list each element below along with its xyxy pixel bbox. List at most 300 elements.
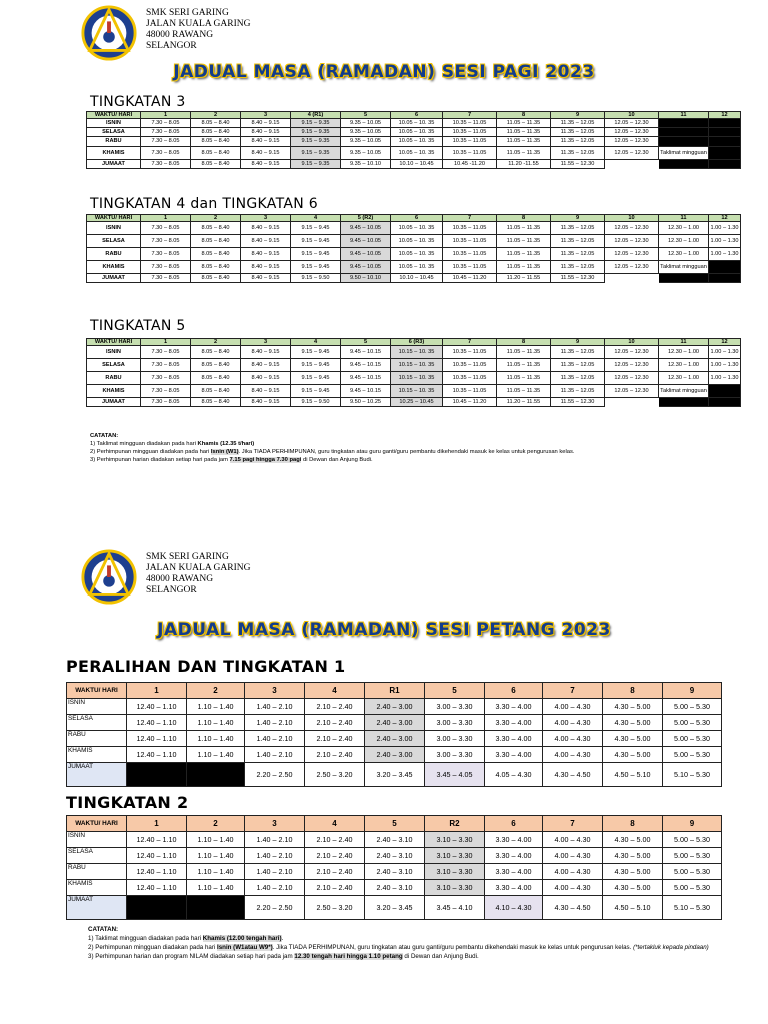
column-header: 5 bbox=[425, 683, 485, 699]
time-cell: 3.00 – 3.30 bbox=[425, 747, 485, 763]
time-cell: 11.05 – 11.35 bbox=[497, 146, 551, 159]
time-cell: 12.30 – 1.00 bbox=[659, 372, 709, 385]
time-cell: 12.05 – 12.30 bbox=[605, 372, 659, 385]
column-header: 6 bbox=[485, 816, 543, 832]
blocked-cell bbox=[659, 274, 709, 283]
column-header: 1 bbox=[141, 215, 191, 222]
time-cell: 2.10 – 2.40 bbox=[305, 731, 365, 747]
time-cell: 8.05 – 8.40 bbox=[191, 248, 241, 261]
time-cell: 7.30 – 8.05 bbox=[141, 372, 191, 385]
time-cell: 3.20 – 3.45 bbox=[365, 896, 425, 920]
notes-title: CATATAN: bbox=[90, 433, 119, 439]
time-cell: 2.10 – 2.40 bbox=[305, 747, 365, 763]
time-cell: 11.35 – 12.05 bbox=[551, 248, 605, 261]
column-header: 4 bbox=[291, 339, 341, 346]
time-cell: 12.05 – 12.30 bbox=[605, 346, 659, 359]
time-cell: 8.40 – 9.15 bbox=[241, 372, 291, 385]
day-label: JUMAAT bbox=[67, 763, 127, 787]
blocked-cell bbox=[709, 119, 741, 128]
time-cell: 9.45 – 10.05 bbox=[341, 248, 391, 261]
time-cell: 8.05 – 8.40 bbox=[191, 222, 241, 235]
time-cell: 1.40 – 2.10 bbox=[245, 747, 305, 763]
day-label: SELASA bbox=[67, 715, 127, 731]
time-cell: 9.15 – 9.45 bbox=[291, 359, 341, 372]
school-header-pagi bbox=[80, 4, 251, 62]
time-cell: 3.00 – 3.30 bbox=[425, 715, 485, 731]
column-header: 2 bbox=[191, 112, 241, 119]
time-cell: 12.05 – 12.30 bbox=[605, 146, 659, 159]
blocked-cell bbox=[127, 763, 187, 787]
time-cell: 4.30 – 4.50 bbox=[543, 763, 603, 787]
time-cell: 3.30 – 4.00 bbox=[485, 880, 543, 896]
time-cell: 12.40 – 1.10 bbox=[127, 747, 187, 763]
time-cell: 3.10 – 3.30 bbox=[425, 864, 485, 880]
time-cell: 8.05 – 8.40 bbox=[191, 398, 241, 407]
time-cell: 1.40 – 2.10 bbox=[245, 880, 305, 896]
time-cell: 2.40 – 3.10 bbox=[365, 848, 425, 864]
note-2: 2) Perhimpunan mingguan diadakan pada hari Isnin (W1atau W9*). Jika TIADA PERHIMPUNAN, guru tingkatan atau guru ganti/guru pembantu dikehendaki masuk ke kelas untuk pengurusan kelas. (*tertakluk kepada pindaan) bbox=[88, 944, 709, 951]
time-cell: 9.15 – 9.35 bbox=[291, 137, 341, 146]
time-cell: 3.10 – 3.30 bbox=[425, 848, 485, 864]
school-name: SMK SERI GARING bbox=[146, 8, 229, 18]
time-cell: 4.00 – 4.30 bbox=[543, 864, 603, 880]
time-cell: 5.00 – 5.30 bbox=[663, 731, 722, 747]
column-header: 6 bbox=[485, 683, 543, 699]
time-cell: 3.00 – 3.30 bbox=[425, 731, 485, 747]
column-header: 3 bbox=[245, 816, 305, 832]
time-cell: 11.20 – 11.55 bbox=[497, 274, 551, 283]
time-cell: 4.05 – 4.30 bbox=[485, 763, 543, 787]
column-header: 2 bbox=[191, 215, 241, 222]
note-1: 1) Taklimat mingguan diadakan pada hari Khamis (12.00 tengah hari). bbox=[88, 935, 284, 942]
time-cell: 8.40 – 9.15 bbox=[241, 137, 291, 146]
time-cell: 9.45 – 10.15 bbox=[341, 385, 391, 398]
time-cell: 4.30 – 5.00 bbox=[603, 699, 663, 715]
time-cell: 5.00 – 5.30 bbox=[663, 864, 722, 880]
time-cell: 4.30 – 5.00 bbox=[603, 864, 663, 880]
time-cell: 9.35 – 10.05 bbox=[341, 146, 391, 159]
column-header: 12 bbox=[709, 339, 741, 346]
time-cell: 3.30 – 4.00 bbox=[485, 699, 543, 715]
title-pagi: JADUAL MASA (RAMADAN) SESI PAGI 2023 bbox=[173, 62, 595, 82]
time-cell: 4.30 – 5.00 bbox=[603, 715, 663, 731]
time-cell: 12.05 – 12.30 bbox=[605, 128, 659, 137]
time-cell: 2.40 – 3.10 bbox=[365, 880, 425, 896]
time-cell: 2.20 – 2.50 bbox=[245, 896, 305, 920]
time-cell: 11.35 – 12.05 bbox=[551, 385, 605, 398]
column-header: 7 bbox=[543, 683, 603, 699]
time-cell: 7.30 – 8.05 bbox=[141, 146, 191, 159]
note-1: 1) Taklimat mingguan diadakan pada hari Khamis (12.35 t/hari) bbox=[90, 441, 255, 447]
time-cell: 9.45 – 10.05 bbox=[341, 235, 391, 248]
time-cell: 11.05 – 11.35 bbox=[497, 119, 551, 128]
time-cell: 1.10 – 1.40 bbox=[187, 747, 245, 763]
time-cell: 3.30 – 4.00 bbox=[485, 731, 543, 747]
school-name: SMK SERI GARING bbox=[146, 552, 229, 562]
column-header: 9 bbox=[663, 816, 722, 832]
time-cell: 3.30 – 4.00 bbox=[485, 747, 543, 763]
time-cell: 12.05 – 12.30 bbox=[605, 235, 659, 248]
time-cell: 10.35 – 11.05 bbox=[443, 261, 497, 274]
time-cell: 5.00 – 5.30 bbox=[663, 848, 722, 864]
blocked-cell bbox=[659, 137, 709, 146]
time-cell: 12.30 – 1.00 bbox=[659, 346, 709, 359]
time-cell: 7.30 – 8.05 bbox=[141, 119, 191, 128]
column-header: 11 bbox=[659, 112, 709, 119]
column-header: 2 bbox=[191, 339, 241, 346]
time-cell: 5.10 – 5.30 bbox=[663, 763, 722, 787]
time-cell: 11.20 – 11.55 bbox=[497, 398, 551, 407]
time-cell: 10.35 – 11.05 bbox=[443, 372, 497, 385]
time-cell: 4.00 – 4.30 bbox=[543, 747, 603, 763]
time-cell: 1.10 – 1.40 bbox=[187, 832, 245, 848]
time-cell: 4.30 – 5.00 bbox=[603, 848, 663, 864]
column-header: 9 bbox=[551, 215, 605, 222]
time-cell: 4.30 – 5.00 bbox=[603, 747, 663, 763]
blocked-cell bbox=[187, 896, 245, 920]
timetable-peralihan-t1 bbox=[66, 682, 722, 787]
day-label: KHAMIS bbox=[87, 261, 141, 274]
column-header: 10 bbox=[605, 112, 659, 119]
time-cell: 12.40 – 1.10 bbox=[127, 848, 187, 864]
time-cell: 10.10 – 10.45 bbox=[391, 159, 443, 168]
time-cell: 1.40 – 2.10 bbox=[245, 848, 305, 864]
blocked-cell bbox=[709, 274, 741, 283]
time-cell: 3.30 – 4.00 bbox=[485, 832, 543, 848]
day-label: SELASA bbox=[87, 359, 141, 372]
time-cell: 12.40 – 1.10 bbox=[127, 731, 187, 747]
time-cell: 7.30 – 8.05 bbox=[141, 222, 191, 235]
column-header: 8 bbox=[497, 339, 551, 346]
blocked-cell bbox=[659, 119, 709, 128]
column-header: R2 bbox=[425, 816, 485, 832]
section-label-t5: TINGKATAN 5 bbox=[90, 318, 186, 334]
time-cell: 11.05 – 11.35 bbox=[497, 372, 551, 385]
column-header: WAKTU/ HARI bbox=[67, 816, 127, 832]
column-header: 1 bbox=[141, 112, 191, 119]
time-cell: 8.05 – 8.40 bbox=[191, 359, 241, 372]
time-cell: 11.05 – 11.35 bbox=[497, 128, 551, 137]
column-header: 1 bbox=[127, 816, 187, 832]
time-cell: 1.40 – 2.10 bbox=[245, 832, 305, 848]
time-cell: 10.45 – 11.20 bbox=[443, 274, 497, 283]
time-cell: 9.45 – 10.15 bbox=[341, 346, 391, 359]
blocked-cell bbox=[659, 398, 709, 407]
time-cell: 10.35 – 11.05 bbox=[443, 248, 497, 261]
column-header: 6 bbox=[391, 215, 443, 222]
blocked-cell bbox=[709, 137, 741, 146]
blocked-cell bbox=[187, 763, 245, 787]
school-address bbox=[146, 552, 251, 596]
column-header: 11 bbox=[659, 339, 709, 346]
time-cell: 9.35 – 10.05 bbox=[341, 137, 391, 146]
time-cell: 9.15 – 9.45 bbox=[291, 248, 341, 261]
time-cell: 9.15 – 9.45 bbox=[291, 261, 341, 274]
time-cell: 3.30 – 4.00 bbox=[485, 715, 543, 731]
time-cell: 12.30 – 1.00 bbox=[659, 248, 709, 261]
time-cell: 3.45 – 4.10 bbox=[425, 896, 485, 920]
time-cell: 10.05 – 10. 35 bbox=[391, 128, 443, 137]
time-cell: 9.45 – 10.15 bbox=[341, 372, 391, 385]
day-label: ISNIN bbox=[87, 222, 141, 235]
column-header: 5 bbox=[341, 339, 391, 346]
time-cell: 1.10 – 1.40 bbox=[187, 880, 245, 896]
time-cell: 10.35 – 11.05 bbox=[443, 128, 497, 137]
time-cell: 11.35 – 12.05 bbox=[551, 261, 605, 274]
time-cell: 12.05 – 12.30 bbox=[605, 137, 659, 146]
column-header: 7 bbox=[443, 339, 497, 346]
time-cell: 11.35 – 12.05 bbox=[551, 235, 605, 248]
time-cell: 7.30 – 8.05 bbox=[141, 346, 191, 359]
time-cell: 11.35 – 12.05 bbox=[551, 119, 605, 128]
school-logo-icon bbox=[80, 548, 138, 606]
time-cell: 12.40 – 1.10 bbox=[127, 832, 187, 848]
column-header: 7 bbox=[443, 112, 497, 119]
time-cell: 11.05 – 11.35 bbox=[497, 248, 551, 261]
note-3: 3) Perhimpunan harian dan program NILAM diadakan setiap hari pada jam 12.30 tengah hari hingga 1.10 petang di Dewan dan Anjung Budi. bbox=[88, 953, 479, 960]
blocked-cell bbox=[659, 128, 709, 137]
time-cell: 10.05 – 10. 35 bbox=[391, 222, 443, 235]
day-label: SELASA bbox=[87, 235, 141, 248]
time-cell: 7.30 – 8.05 bbox=[141, 274, 191, 283]
time-cell: 11.05 – 11.35 bbox=[497, 235, 551, 248]
taklimat-cell: Taklimat mingguan bbox=[659, 385, 709, 398]
column-header: WAKTU/ HARI bbox=[67, 683, 127, 699]
time-cell: 1.00 – 1.30 bbox=[709, 235, 741, 248]
column-header: 11 bbox=[659, 215, 709, 222]
time-cell: 8.40 – 9.15 bbox=[241, 222, 291, 235]
blocked-cell bbox=[709, 398, 741, 407]
time-cell: 4.30 – 5.00 bbox=[603, 880, 663, 896]
time-cell: 12.40 – 1.10 bbox=[127, 699, 187, 715]
time-cell: 4.00 – 4.30 bbox=[543, 715, 603, 731]
time-cell: 9.45 – 10.15 bbox=[341, 359, 391, 372]
section-label-t46: TINGKATAN 4 dan TINGKATAN 6 bbox=[90, 196, 318, 212]
time-cell: 1.40 – 2.10 bbox=[245, 864, 305, 880]
column-header: R1 bbox=[365, 683, 425, 699]
taklimat-cell: Taklimat mingguan bbox=[659, 146, 709, 159]
time-cell: 7.30 – 8.05 bbox=[141, 398, 191, 407]
time-cell: 2.10 – 2.40 bbox=[305, 832, 365, 848]
time-cell: 11.35 – 12.05 bbox=[551, 372, 605, 385]
blocked-cell bbox=[605, 398, 659, 407]
column-header: 1 bbox=[127, 683, 187, 699]
time-cell: 4.50 – 5.10 bbox=[603, 896, 663, 920]
time-cell: 8.05 – 8.40 bbox=[191, 128, 241, 137]
column-header: 3 bbox=[241, 112, 291, 119]
column-header: 10 bbox=[605, 339, 659, 346]
time-cell: 2.40 – 3.00 bbox=[365, 715, 425, 731]
time-cell: 12.05 – 12.30 bbox=[605, 359, 659, 372]
time-cell: 12.05 – 12.30 bbox=[605, 119, 659, 128]
blocked-cell bbox=[709, 146, 741, 159]
time-cell: 11.55 – 12.30 bbox=[551, 159, 605, 168]
school-state: SELANGOR bbox=[146, 585, 197, 595]
time-cell: 1.00 – 1.30 bbox=[709, 222, 741, 235]
column-header: WAKTU/ HARI bbox=[87, 112, 141, 119]
time-cell: 3.00 – 3.30 bbox=[425, 699, 485, 715]
time-cell: 12.05 – 12.30 bbox=[605, 385, 659, 398]
time-cell: 9.15 – 9.35 bbox=[291, 128, 341, 137]
school-street: JALAN KUALA GARING bbox=[146, 563, 251, 573]
time-cell: 9.35 – 10.10 bbox=[341, 159, 391, 168]
day-label: RABU bbox=[67, 864, 127, 880]
timetable-t5 bbox=[86, 338, 741, 407]
time-cell: 10.35 – 11.05 bbox=[443, 222, 497, 235]
blocked-cell bbox=[709, 128, 741, 137]
time-cell: 10.15 – 10. 35 bbox=[391, 346, 443, 359]
notes-petang bbox=[88, 925, 728, 961]
blocked-cell bbox=[605, 159, 659, 168]
time-cell: 1.10 – 1.40 bbox=[187, 864, 245, 880]
time-cell: 8.05 – 8.40 bbox=[191, 159, 241, 168]
time-cell: 8.40 – 9.15 bbox=[241, 346, 291, 359]
time-cell: 11.05 – 11.35 bbox=[497, 222, 551, 235]
time-cell: 2.10 – 2.40 bbox=[305, 699, 365, 715]
time-cell: 4.50 – 5.10 bbox=[603, 763, 663, 787]
section-label-t3: TINGKATAN 3 bbox=[90, 94, 186, 110]
time-cell: 3.45 – 4.05 bbox=[425, 763, 485, 787]
time-cell: 11.05 – 11.35 bbox=[497, 385, 551, 398]
time-cell: 3.30 – 4.00 bbox=[485, 864, 543, 880]
column-header: 9 bbox=[551, 112, 605, 119]
time-cell: 7.30 – 8.05 bbox=[141, 128, 191, 137]
time-cell: 8.40 – 9.15 bbox=[241, 398, 291, 407]
time-cell: 1.00 – 1.30 bbox=[709, 359, 741, 372]
time-cell: 1.10 – 1.40 bbox=[187, 731, 245, 747]
time-cell: 10.35 – 11.05 bbox=[443, 137, 497, 146]
note-3: 3) Perhimpunan harian diadakan setiap hari pada jam 7.15 pagi hingga 7.30 pagi di Dewan dan Anjung Budi. bbox=[90, 457, 373, 463]
column-header: 5 bbox=[341, 112, 391, 119]
column-header: 3 bbox=[241, 339, 291, 346]
time-cell: 10.05 – 10. 35 bbox=[391, 119, 443, 128]
title-petang: JADUAL MASA (RAMADAN) SESI PETANG 2023 bbox=[157, 620, 611, 640]
blocked-cell bbox=[709, 261, 741, 274]
time-cell: 7.30 – 8.05 bbox=[141, 385, 191, 398]
time-cell: 1.10 – 1.40 bbox=[187, 715, 245, 731]
time-cell: 10.05 – 10. 35 bbox=[391, 261, 443, 274]
time-cell: 3.30 – 4.00 bbox=[485, 848, 543, 864]
time-cell: 8.40 – 9.15 bbox=[241, 235, 291, 248]
time-cell: 8.05 – 8.40 bbox=[191, 385, 241, 398]
column-header: 4 bbox=[305, 816, 365, 832]
time-cell: 10.35 – 11.05 bbox=[443, 119, 497, 128]
time-cell: 1.40 – 2.10 bbox=[245, 715, 305, 731]
column-header: 3 bbox=[241, 215, 291, 222]
day-label: ISNIN bbox=[87, 119, 141, 128]
time-cell: 10.45 – 11.20 bbox=[443, 398, 497, 407]
time-cell: 10.35 – 11.05 bbox=[443, 385, 497, 398]
column-header: WAKTU/ HARI bbox=[87, 339, 141, 346]
time-cell: 4.00 – 4.30 bbox=[543, 699, 603, 715]
time-cell: 12.05 – 12.30 bbox=[605, 222, 659, 235]
day-label: RABU bbox=[87, 248, 141, 261]
time-cell: 8.40 – 9.15 bbox=[241, 119, 291, 128]
time-cell: 10.15 – 10. 35 bbox=[391, 359, 443, 372]
timetable-t2 bbox=[66, 815, 722, 920]
time-cell: 5.00 – 5.30 bbox=[663, 747, 722, 763]
time-cell: 3.20 – 3.45 bbox=[365, 763, 425, 787]
time-cell: 12.40 – 1.10 bbox=[127, 880, 187, 896]
column-header: 12 bbox=[709, 112, 741, 119]
column-header: 10 bbox=[605, 215, 659, 222]
time-cell: 11.05 – 11.35 bbox=[497, 137, 551, 146]
time-cell: 9.15 – 9.45 bbox=[291, 385, 341, 398]
time-cell: 2.10 – 2.40 bbox=[305, 864, 365, 880]
time-cell: 11.05 – 11.35 bbox=[497, 346, 551, 359]
time-cell: 11.35 – 12.05 bbox=[551, 146, 605, 159]
time-cell: 8.40 – 9.15 bbox=[241, 146, 291, 159]
time-cell: 9.15 – 9.50 bbox=[291, 398, 341, 407]
time-cell: 12.05 – 12.30 bbox=[605, 248, 659, 261]
time-cell: 5.00 – 5.30 bbox=[663, 832, 722, 848]
column-header: 2 bbox=[187, 816, 245, 832]
timetable-t3 bbox=[86, 111, 741, 169]
blocked-cell bbox=[709, 385, 741, 398]
time-cell: 9.15 – 9.35 bbox=[291, 119, 341, 128]
time-cell: 2.50 – 3.20 bbox=[305, 763, 365, 787]
day-label: KHAMIS bbox=[67, 747, 127, 763]
school-logo-icon bbox=[80, 4, 138, 62]
time-cell: 7.30 – 8.05 bbox=[141, 261, 191, 274]
time-cell: 1.10 – 1.40 bbox=[187, 699, 245, 715]
day-label: SELASA bbox=[87, 128, 141, 137]
time-cell: 2.10 – 2.40 bbox=[305, 848, 365, 864]
time-cell: 4.30 – 5.00 bbox=[603, 832, 663, 848]
time-cell: 8.05 – 8.40 bbox=[191, 372, 241, 385]
section-label-peralihan: PERALIHAN DAN TINGKATAN 1 bbox=[66, 657, 346, 676]
column-header: 8 bbox=[603, 683, 663, 699]
time-cell: 10.05 – 10. 35 bbox=[391, 248, 443, 261]
time-cell: 1.00 – 1.30 bbox=[709, 372, 741, 385]
time-cell: 12.30 – 1.00 bbox=[659, 235, 709, 248]
time-cell: 10.05 – 10. 35 bbox=[391, 235, 443, 248]
time-cell: 8.05 – 8.40 bbox=[191, 146, 241, 159]
time-cell: 8.40 – 9.15 bbox=[241, 261, 291, 274]
note-2: 2) Perhimpunan mingguan diadakan pada hari Isnin (W1). Jika TIADA PERHIMPUNAN, guru tingkatan atau guru ganti/guru pembantu dikehendaki masuk ke kelas untuk pengurusan kelas. bbox=[90, 449, 575, 455]
time-cell: 12.40 – 1.10 bbox=[127, 715, 187, 731]
time-cell: 9.45 – 10.05 bbox=[341, 222, 391, 235]
time-cell: 11.05 – 11.35 bbox=[497, 261, 551, 274]
time-cell: 11.20 -11.55 bbox=[497, 159, 551, 168]
time-cell: 9.15 – 9.35 bbox=[291, 159, 341, 168]
time-cell: 1.00 – 1.30 bbox=[709, 346, 741, 359]
time-cell: 11.35 – 12.05 bbox=[551, 222, 605, 235]
time-cell: 5.00 – 5.30 bbox=[663, 715, 722, 731]
day-label: RABU bbox=[87, 137, 141, 146]
time-cell: 7.30 – 8.05 bbox=[141, 235, 191, 248]
time-cell: 9.15 – 9.45 bbox=[291, 372, 341, 385]
column-header: 9 bbox=[663, 683, 722, 699]
day-label: SELASA bbox=[67, 848, 127, 864]
time-cell: 5.00 – 5.30 bbox=[663, 880, 722, 896]
day-label: ISNIN bbox=[67, 832, 127, 848]
time-cell: 10.05 – 10. 35 bbox=[391, 137, 443, 146]
time-cell: 11.35 – 12.05 bbox=[551, 359, 605, 372]
time-cell: 4.00 – 4.30 bbox=[543, 832, 603, 848]
column-header: 6 bbox=[391, 112, 443, 119]
time-cell: 2.40 – 3.00 bbox=[365, 699, 425, 715]
time-cell: 4.00 – 4.30 bbox=[543, 848, 603, 864]
time-cell: 11.35 – 12.05 bbox=[551, 137, 605, 146]
day-label: ISNIN bbox=[87, 346, 141, 359]
column-header: 2 bbox=[187, 683, 245, 699]
column-header: 7 bbox=[543, 816, 603, 832]
blocked-cell bbox=[127, 896, 187, 920]
blocked-cell bbox=[709, 159, 741, 168]
time-cell: 7.30 – 8.05 bbox=[141, 359, 191, 372]
time-cell: 10.35 – 11.05 bbox=[443, 235, 497, 248]
